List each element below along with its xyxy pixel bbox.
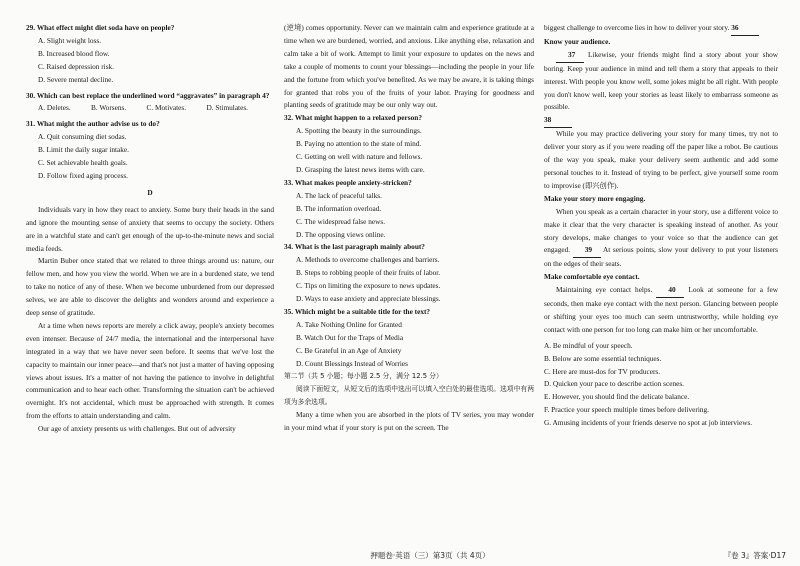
- option: G. Amusing incidents of your friends deserve no spot at job interviews.: [544, 418, 753, 428]
- option: B. Increased blood flow.: [38, 48, 110, 58]
- question-34: 34. What is the last paragraph mainly about?: [284, 242, 425, 252]
- column-middle: [284, 22, 534, 546]
- option: C. Motivates.: [146, 103, 187, 113]
- column-right: [544, 22, 778, 546]
- options-row: [38, 102, 248, 115]
- section-two-instructions: 阅读下面短文，从短文后的选项中选出可以填入空白处的最佳选项。选项中有两项为多余选项。: [284, 385, 534, 407]
- question-30: 30. Which can best replace the underlined word “aggravates” in paragraph 4?: [26, 90, 270, 100]
- column-left: [26, 22, 274, 546]
- option: C. Getting on well with nature and fellows.: [296, 152, 423, 162]
- subheading: Know your audience.: [544, 36, 611, 46]
- option: C. Here are must-dos for TV producers.: [544, 366, 661, 376]
- option: D. Grasping the latest news items with care.: [296, 164, 425, 174]
- option: B. Paying no attention to the state of mind.: [296, 139, 422, 149]
- question-31: 31. What might the author advise us to do?: [26, 119, 160, 129]
- passage-text: biggest challenge to overcome lies in how to deliver your story.: [544, 23, 730, 32]
- passage-paragraph: While you may practice delivering your story for many times, try not to deliver your story as if you were reading off the paper like a robot. Be cautious of the way you speak, make your delivery seem authentic and add some personal touches to it. Instead of trying to be perfect, give yourself some room to improvise (即兴创作).: [544, 129, 778, 190]
- option: A. Spotting the beauty in the surroundings.: [296, 126, 422, 136]
- passage-text: Maintaining eye contact helps.: [556, 285, 653, 295]
- subheading: Make comfortable eye contact.: [544, 272, 640, 282]
- option: A. Quit consuming diet sodas.: [38, 132, 127, 142]
- option: F. Practice your speech multiple times before delivering.: [544, 405, 709, 415]
- passage-paragraph: Martin Buber once stated that we related to three things around us: nature, our fellow men, and how you view the world. When we are in a burdened state, we tend to take no notice of any of these. When we become unburdened from our depressed selves, we are able to discover the delights and wonders around and experience a deep sense of gratitude.: [26, 256, 274, 318]
- passage-paragraph: At a time when news reports are merely a click away, people's anxiety becomes even intenser. Because of 24/7 media, the international and the interpersonal have integrated in a way that we have never seen before. It seems that we've lost the capacity to maintain our inner peace—and that's not just a matter of having opposing views about issues. It's a matter of not having the patience to involve in delightful communication and to hear each other. Transforming the situation can't be achieved overnight. It's not accidental, which must be approached with strength. It comes from the efforts to attain understanding and calm.: [26, 320, 274, 421]
- passage-text: When you speak as a certain character in your story, use a different voice to make it clear that the very character is speaking instead of another. As your story develops, make changes to your voice so that the audience can get engaged.: [544, 206, 778, 255]
- option: D. Severe mental decline.: [38, 74, 114, 84]
- option: A. Take Nothing Online for Granted: [296, 319, 402, 329]
- option: E. However, you should find the delicate balance.: [544, 392, 690, 402]
- option: C. Tips on limiting the exposure to news updates.: [296, 281, 441, 291]
- question-32: 32. What might happen to a relaxed person?: [284, 113, 422, 123]
- blank-39: 39: [573, 244, 601, 258]
- option: B. Limit the daily sugar intake.: [38, 145, 129, 155]
- section-two-heading: 第二节（共 5 小题；每小题 2.5 分，满分 12.5 分）: [284, 372, 443, 381]
- option: A. Be mindful of your speech.: [544, 340, 633, 350]
- option: A. The lack of peaceful talks.: [296, 190, 382, 200]
- option: B. Worsens.: [91, 103, 127, 113]
- option: D. The opposing views online.: [296, 229, 386, 239]
- option: D. Follow fixed aging process.: [38, 170, 128, 180]
- option: B. Watch Out for the Traps of Media: [296, 332, 404, 342]
- passage-text: Likewise, your friends might find a story about your show boring. Keep your audience in mind and tell them a story that appeals to their interest. With people you know well, some jokes might be all right. With people you don't know well, keep your stories as least likely to embarrass someone as possible.: [544, 49, 778, 112]
- question-35: 35. Which might be a suitable title for the text?: [284, 306, 431, 316]
- option: D. Stimulates.: [206, 103, 248, 113]
- option: A. Deletes.: [38, 103, 71, 113]
- option: D. Count Blessings Instead of Worries: [296, 358, 408, 368]
- option: A. Slight weight loss.: [38, 35, 102, 45]
- subheading: Make your story more engaging.: [544, 193, 646, 203]
- passage-text: Look at someone for a few seconds, then make eye contact with the next person. Glancing between people or shifting your eyes too much can seem untrustworthy, while holding eye contact with one person for too long can make him or her uncomfortable.: [544, 285, 778, 334]
- passage-paragraph: Individuals vary in how they react to anxiety. Some bury their heads in the sand and ignore the mounting sense of anxiety that seems to occupy the society. Others are in a watchful state and can't get enough of the up-to-the-minute news and social media feeds.: [26, 204, 274, 253]
- blank-38: 38: [544, 114, 572, 128]
- question-29: 29. What effect might diet soda have on people?: [26, 23, 175, 32]
- option: C. The widespread false news.: [296, 216, 386, 226]
- passage-text: At serious points, slow your delivery to put your listeners on the edges of their seats.: [544, 245, 778, 269]
- option: A. Methods to overcome challenges and barriers.: [296, 255, 440, 265]
- passage-paragraph: Many a time when you are absorbed in the plots of TV series, you may wonder in your mind what if your story is put on the screen. The: [284, 410, 534, 433]
- option: C. Set achievable health goals.: [38, 158, 128, 168]
- option: B. Steps to robbing people of their fruits of labor.: [296, 268, 441, 278]
- option: C. Be Grateful in an Age of Anxiety: [296, 345, 402, 355]
- page-footer: 押题卷·英语（三）第3页（共 4页）: [370, 551, 490, 560]
- option: B. The information overload.: [296, 203, 382, 213]
- option: D. Ways to ease anxiety and appreciate blessings.: [296, 294, 441, 304]
- passage-paragraph: (逆境) comes opportunity. Never can we maintain calm and experience gratitude at a time when we are burdened, worried, and anxious. Like anything else, relaxation and calm take a bit of work. Attempt to limit your exposure to updates on the news and take a couple of moments to count your blessings—including the people in your life and the fortune from which you've benefited. As we may be aware, it is taking things for granted that robs you of the fruits of your labor. Praying for goodness and planting seeds of gratitude may be our only way out.: [284, 23, 534, 110]
- option: C. Raised depression risk.: [38, 61, 115, 71]
- blank-36: 36: [731, 22, 759, 36]
- section-heading-d: D: [147, 187, 153, 197]
- question-33: 33. What makes people anxiety-stricken?: [284, 177, 412, 187]
- option: D. Quicken your pace to describe action scenes.: [544, 379, 685, 389]
- option: B. Below are some essential techniques.: [544, 353, 662, 363]
- answer-code: 『卷 3』答案·D17: [723, 551, 786, 560]
- blank-40: 40: [656, 284, 684, 298]
- passage-paragraph: Our age of anxiety presents us with challenges. But out of adversity: [38, 424, 236, 434]
- blank-37: 37: [556, 49, 584, 63]
